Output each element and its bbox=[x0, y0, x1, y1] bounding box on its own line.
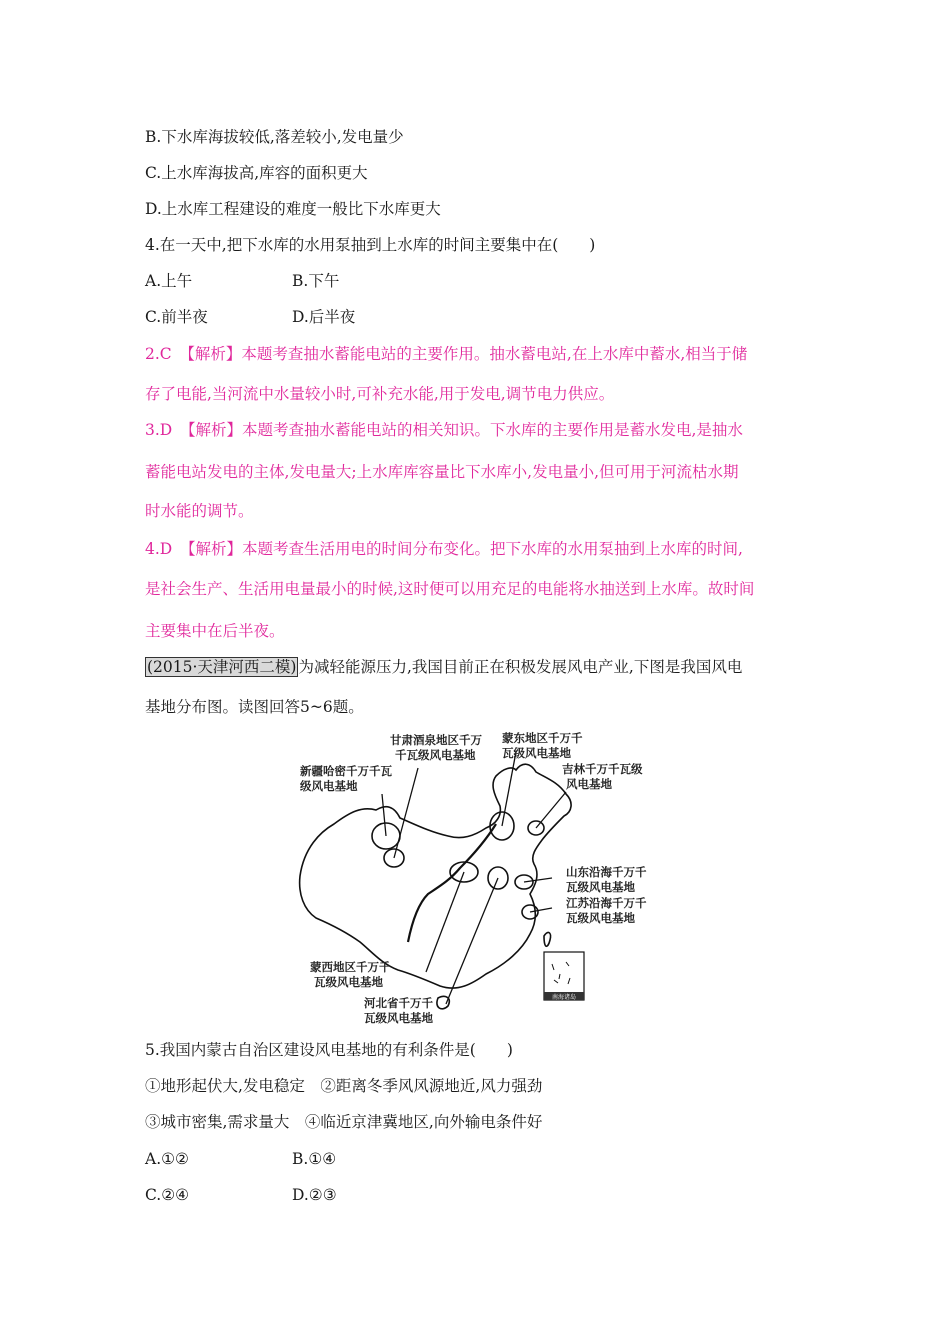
mengdong-label-line-2: 瓦级风电基地 bbox=[502, 746, 571, 760]
shandong-label-line-1: 山东沿海千万千 bbox=[566, 865, 647, 879]
q3-option-d: D.上水库工程建设的难度一般比下水库更大 bbox=[145, 200, 441, 218]
q4-stem: 4.在一天中,把下水库的水用泵抽到上水库的时间主要集中在( ) bbox=[145, 236, 596, 254]
q3-option-c: C.上水库海拔高,库容的面积更大 bbox=[145, 164, 368, 182]
q3-option-b: B.下水库海拔较低,落差较小,发电量少 bbox=[145, 128, 404, 146]
taiwan bbox=[544, 933, 551, 947]
gansu-label-line-1: 甘肃酒泉地区千万 bbox=[390, 733, 482, 747]
jilin-label-line-1: 吉林千万千瓦级 bbox=[562, 762, 643, 776]
q5-option-d: D.②③ bbox=[292, 1186, 337, 1204]
jiangsu-label-line-1: 江苏沿海千万千 bbox=[566, 896, 647, 910]
q5-option-b: B.①④ bbox=[292, 1150, 337, 1168]
inset-label: 南海诸岛 bbox=[551, 994, 577, 1001]
intro-line-1 bbox=[145, 656, 742, 678]
q5-option-c: C.②④ bbox=[145, 1186, 190, 1204]
shandong-label-line-2: 瓦级风电基地 bbox=[566, 880, 635, 894]
q5-items-line-2: ③城市密集,需求量大 ④临近京津冀地区,向外输电条件好 bbox=[145, 1113, 543, 1131]
hainan bbox=[437, 996, 449, 1008]
xinjiang-label-line-2: 级风电基地 bbox=[300, 779, 358, 793]
q4-option-a: A.上午 bbox=[145, 272, 193, 290]
q5-option-a: A.①② bbox=[145, 1150, 189, 1168]
answer-4-line-2: 是社会生产、生活用电量最小的时候,这时便可以用充足的电能将水抽送到上水库。故时间 bbox=[145, 580, 755, 598]
jilin-label-line-2: 风电基地 bbox=[566, 777, 612, 791]
mengxi-label-line-1: 蒙西地区千万千 bbox=[310, 960, 391, 974]
q4-option-d: D.后半夜 bbox=[292, 308, 356, 326]
answer-3-line-3: 时水能的调节。 bbox=[145, 502, 254, 520]
mengxi-label-line-2: 瓦级风电基地 bbox=[314, 975, 383, 989]
intro-text: 为减轻能源压力,我国目前正在积极发展风电产业,下图是我国风电 bbox=[298, 658, 743, 676]
answer-2-line-2: 存了电能,当河流中水量较小时,可补充水能,用于发电,调节电力供应。 bbox=[145, 385, 615, 403]
wind-power-base-map bbox=[290, 728, 670, 1032]
answer-3-line-1: 3.D 【解析】本题考查抽水蓄能电站的相关知识。下水库的主要作用是蓄水发电,是抽水 bbox=[145, 421, 743, 439]
xinjiang-label-line-1: 新疆哈密千万千瓦 bbox=[300, 764, 392, 778]
q4-option-b: B.下午 bbox=[292, 272, 340, 290]
q4-option-c: C.前半夜 bbox=[145, 308, 208, 326]
answer-4-line-3: 主要集中在后半夜。 bbox=[145, 622, 285, 640]
source-tag: (2015·天津河西二模) bbox=[147, 658, 297, 676]
hebei-label-line-1: 河北省千万千 bbox=[364, 996, 433, 1010]
intro-line-2: 基地分布图。读图回答5~6题。 bbox=[145, 698, 364, 716]
answer-3-line-2: 蓄能电站发电的主体,发电量大;上水库库容量比下水库小,发电量小,但可用于河流枯水期 bbox=[145, 463, 739, 481]
south-china-sea-inset bbox=[544, 952, 584, 1001]
mengdong-label-line-1: 蒙东地区千万千 bbox=[502, 731, 583, 745]
hebei-label-line-2: 瓦级风电基地 bbox=[364, 1011, 433, 1025]
q5-items-line-1: ①地形起伏大,发电稳定 ②距离冬季风风源地近,风力强劲 bbox=[145, 1077, 543, 1095]
answer-4-line-1: 4.D 【解析】本题考查生活用电的时间分布变化。把下水库的水用泵抽到上水库的时间, bbox=[145, 540, 743, 558]
inner-mongolia-outline bbox=[408, 824, 496, 942]
jiangsu-label-line-2: 瓦级风电基地 bbox=[566, 911, 635, 925]
q5-stem: 5.我国内蒙古自治区建设风电基地的有利条件是( ) bbox=[145, 1041, 513, 1059]
answer-2-line-1: 2.C 【解析】本题考查抽水蓄能电站的主要作用。抽水蓄电站,在上水库中蓄水,相当于储 bbox=[145, 345, 748, 363]
gansu-label-line-2: 千瓦级风电基地 bbox=[395, 748, 476, 762]
